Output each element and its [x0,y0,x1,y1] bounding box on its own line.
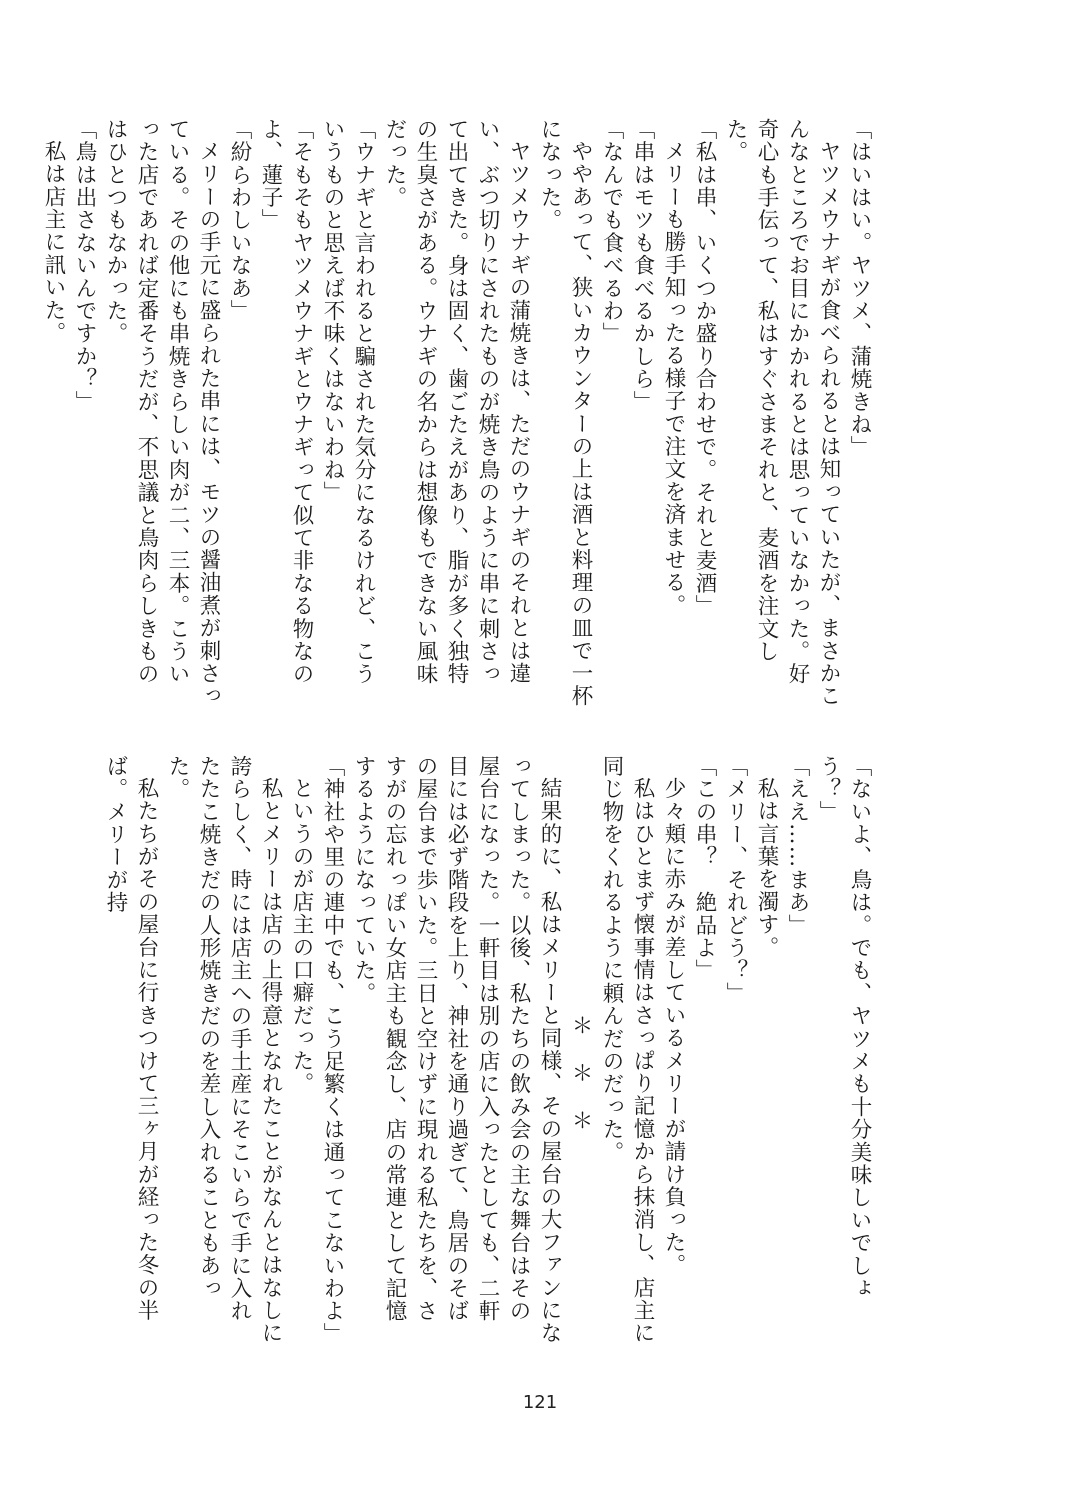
paragraph: 「串はモツも食べるかしら」 [630,118,655,414]
paragraph: 私はひとまず懐事情はさっぱり記憶から抹消し、店主に同じ物をくれるように頼んだのだった。 [599,755,655,1344]
paragraph: 「鳥は出さないんですか？」 [72,118,97,414]
paragraph: 「そもそもヤツメウナギとウナギって似て非なる物なのよ、蓮子」 [258,118,314,686]
paragraph: 「なんでも食べるわ」 [599,118,624,345]
paragraph: 私は言葉を濁す。 [754,776,779,959]
paragraph: 私たちがその屋台に行きつけて三ヶ月が経った冬の半ば。メリーが持 [103,755,159,1322]
paragraph: 結果的に、私はメリーと同様、その屋台の大ファンになってしまった。以後、私たちの飲み会の主な舞台はその屋台になった。一軒目は別の店に入ったとしても、二軒目には必ず階段を上り、神社を通り過ぎて、鳥居のそばの屋台まで歩いた。三日と空けずに現れる私たちを、さすがの忘れっぽい女店主も観念し、店の常連として記憶するようになっていた。 [351,755,562,1344]
paragraph: ヤツメウナギの蒲焼きは、ただのウナギのそれとは違い、ぶつ切りにされたものが焼き鳥のように串に刺さって出てきた。身は固く、歯ごたえがあり、脂が多く独特の生臭さがある。ウナギの名からは想像もできない風味だった。 [382,118,531,686]
upper-text-block [41,118,875,708]
lower-text-block [103,755,875,1346]
paragraph: 「神社や里の連中でも、こう足繁くは通ってこないわよ」 [320,755,345,1346]
paragraph: 「紛らわしいなあ」 [227,118,252,323]
paragraph: 「この串？ 絶品よ」 [692,755,717,982]
paragraph: ややあって、狭いカウンターの上は酒と料理の皿で一杯になった。 [537,118,593,707]
paragraph: 「ウナギと言われると騙された気分になるけれど、こういうものと思えば不味くはないわね」 [320,118,376,686]
paragraph: 「私は串、いくつか盛り合わせで。それと麦酒」 [692,118,717,618]
paragraph: 私とメリーは店の上得意となれたことがなんとはなしに誇らしく、時には店主への手土産にそこいらで手に入れたたこ焼きだの人形焼きだのを差し入れることもあった。 [165,755,283,1344]
paragraph: 「メリー、それどう？」 [723,755,748,1005]
page-number: 121 [522,1392,558,1413]
paragraph: メリーも勝手知ったる様子で注文を済ませる。 [661,139,686,617]
paragraph: 「ないよ、鳥は。でも、ヤツメも十分美味しいでしょう？」 [816,755,872,1300]
paragraph: 少々頬に赤みが差しているメリーが請け負った。 [661,776,686,1276]
paragraph: メリーの手元に盛られた串には、モツの醤油煮が刺さっている。その他にも串焼きらしい肉が二、三本。こういった店であれば定番そうだが、不思議と鳥肉らしきものはひとつもなかった。 [103,118,221,707]
paragraph: 「はいはい。ヤツメ、蒲焼きね」 [847,118,872,459]
scene-break: ＊＊＊ [568,1013,593,1157]
paragraph: 「ええ……まあ」 [785,755,810,937]
paragraph: というのが店主の口癖だった。 [289,776,314,1095]
paragraph: ヤツメウナギが食べられるとは知っていたが、まさかこんなところでお目にかかれるとは思っていなかった。好奇心も手伝って、私はすぐさまそれと、麦酒を注文した。 [723,118,841,707]
paragraph: 私は店主に訊いた。 [41,139,66,344]
